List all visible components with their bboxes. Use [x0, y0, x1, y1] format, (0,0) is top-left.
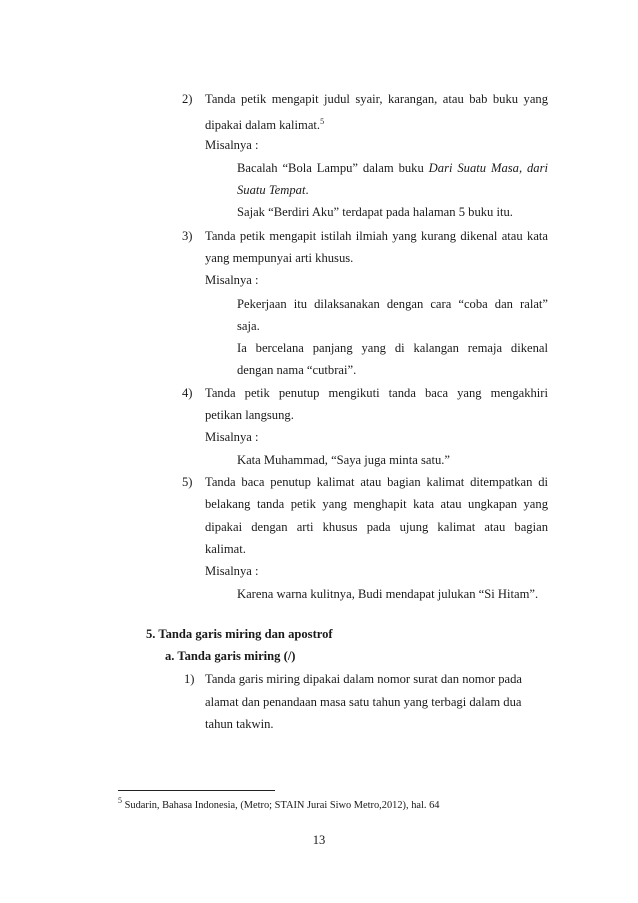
example-text: Kata Muhammad, “Saya juga minta satu.” [237, 453, 450, 467]
item-text: belakang tanda petik yang menghapit kata atau ungkapan yang [205, 497, 548, 511]
example-text: Pekerjaan itu dilaksanakan dengan cara “coba dan ralat” [237, 297, 548, 311]
example-text: Ia bercelana panjang yang di kalangan remaja dikenal [237, 341, 548, 355]
footnote: $^5$ Sudarin, Bahasa Indonesia, (Metro; STAIN Jurai Siwo Metro,2012), hal. 64 [118, 796, 440, 811]
item-text: dipakai dalam kalimat.$^5$ [205, 117, 325, 132]
item-text: Tanda petik mengapit judul syair, karangan, atau bab buku yang [205, 92, 548, 106]
item-number: 4) [182, 386, 193, 400]
example-text: Karena warna kulitnya, Budi mendapat julukan “Si Hitam”. [237, 587, 539, 601]
item-text: dipakai dengan arti khusus pada ujung kalimat atau bagian [205, 520, 548, 534]
item-text: Tanda petik penutup mengikuti tanda baca yang mengakhiri [205, 386, 548, 400]
footnote-reference: 5 [320, 117, 325, 126]
item-text: Tanda petik mengapit istilah ilmiah yang kurang dikenal atau kata [205, 229, 548, 243]
page-number: 13 [312, 833, 326, 847]
misalnya-label: Misalnya : [205, 138, 259, 152]
example-text: Suatu Tempat. [237, 183, 309, 197]
example-text: saja. [237, 319, 260, 333]
item-text: Tanda baca penutup kalimat atau bagian kalimat ditempatkan di [205, 475, 548, 489]
item-number: 2) [182, 92, 193, 106]
item-text: yang mempunyai arti khusus. [205, 251, 354, 265]
item-text: kalimat. [205, 542, 246, 556]
item-number: 3) [182, 229, 193, 243]
subsection-heading: a. Tanda garis miring (/) [165, 649, 296, 663]
example-text: dengan nama “cutbrai”. [237, 363, 357, 377]
misalnya-label: Misalnya : [205, 430, 259, 444]
item-text: petikan langsung. [205, 408, 294, 422]
example-text: Bacalah “Bola Lampu” dalam buku Dari Suatu Masa, dari [237, 161, 548, 175]
item-number: 1) [184, 672, 195, 686]
item-text: Tanda garis miring dipakai dalam nomor surat dan nomor pada [205, 672, 523, 686]
example-text: Sajak “Berdiri Aku” terdapat pada halaman 5 buku itu. [237, 205, 513, 219]
footnote-separator [118, 790, 275, 791]
item-number: 5) [182, 475, 193, 489]
item-text: alamat dan penandaan masa satu tahun yang terbagi dalam dua [205, 695, 522, 709]
misalnya-label: Misalnya : [205, 564, 259, 578]
section-heading: 5. Tanda garis miring dan apostrof [146, 627, 333, 641]
misalnya-label: Misalnya : [205, 273, 259, 287]
item-text: tahun takwin. [205, 717, 274, 731]
footnote-number: 5 [118, 796, 122, 805]
